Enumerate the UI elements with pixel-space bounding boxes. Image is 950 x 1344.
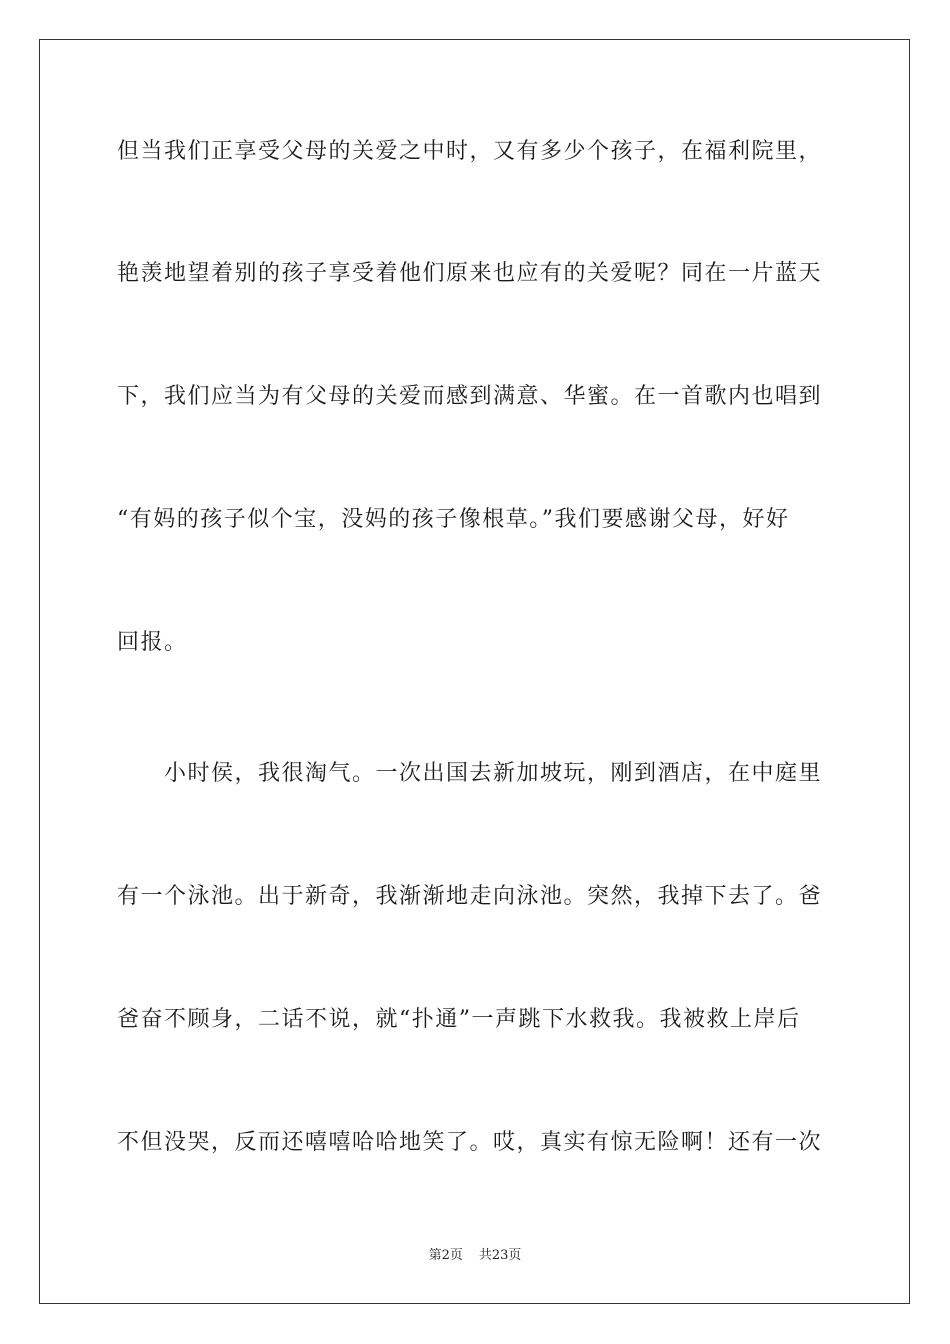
text-line-1: 但当我们正享受父母的关爱之中时，又有多少个孩子，在福利院里， xyxy=(117,139,823,164)
text-line-3: 下，我们应当为有父母的关爱而感到满意、华蜜。在一首歌内也唱到 xyxy=(117,384,823,409)
text-line-6: 小时侯，我很淘气。一次出国去新加坡玩，刚到酒店，在中庭里 xyxy=(164,761,823,786)
page-number-total: 共23页 xyxy=(478,1248,522,1263)
page-border xyxy=(39,39,910,1304)
text-line-8: 爸奋不顾身，二话不说，就“扑通”一声跳下水救我。我被救上岸后 xyxy=(117,1007,801,1032)
page-number-current: 第2页 xyxy=(428,1248,463,1263)
text-line-5: 回报。 xyxy=(117,630,188,655)
text-line-4: “有妈的孩子似个宝，没妈的孩子像根草。”我们要感谢父母，好好 xyxy=(117,507,790,532)
text-line-9: 不但没哭，反而还嘻嘻哈哈地笑了。哎，真实有惊无险啊！还有一次 xyxy=(117,1130,823,1155)
text-line-2: 艳羡地望着别的孩子享受着他们原来也应有的关爱呢？同在一片蓝天 xyxy=(117,261,823,286)
page-footer xyxy=(0,1247,950,1265)
text-line-7: 有一个泳池。出于新奇，我渐渐地走向泳池。突然，我掉下去了。爸 xyxy=(117,884,823,909)
